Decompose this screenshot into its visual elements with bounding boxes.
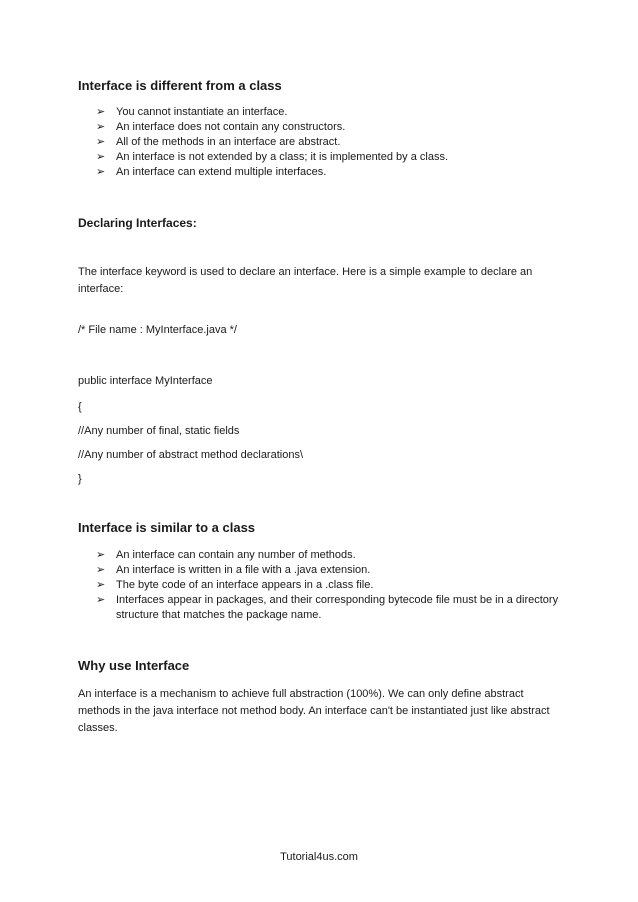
page-footer: Tutorial4us.com [280,851,358,863]
list-item: ➢ An interface is not extended by a class; it is implemented by a class. [96,151,448,163]
list-item: ➢ All of the methods in an interface are abstract. [96,136,341,148]
code-line-fields-comment: //Any number of final, static fields [78,425,240,437]
section-heading-differences: Interface is different from a class [78,78,282,93]
list-item: ➢ An interface can contain any number of methods. [96,549,356,561]
section-heading-why-use: Why use Interface [78,658,190,673]
list-item: ➢ An interface can extend multiple interfaces. [96,166,327,178]
arrow-bullet-icon: ➢ [96,579,106,591]
declaring-intro-paragraph: The interface keyword is used to declare an interface. Here is a simple example to declare an interface: [78,266,533,295]
arrow-bullet-icon: ➢ [96,106,106,118]
similarities-list [96,548,566,623]
arrow-bullet-icon: ➢ [96,549,106,561]
list-item: ➢ An interface is written in a file with a .java extension. [96,564,371,576]
arrow-bullet-icon: ➢ [96,564,106,576]
code-line-open-brace: { [78,401,82,413]
code-line-comment: /* File name : MyInterface.java */ [78,324,237,336]
arrow-bullet-icon: ➢ [96,166,106,178]
code-line-declaration: public interface MyInterface [78,375,213,387]
section-heading-similarities: Interface is similar to a class [78,520,256,535]
arrow-bullet-icon: ➢ [96,136,106,148]
section-heading-declaring: Declaring Interfaces: [78,216,197,230]
arrow-bullet-icon: ➢ [96,151,106,163]
list-item: ➢ An interface does not contain any constructors. [96,121,346,133]
list-item: ➢ Interfaces appear in packages, and their corresponding bytecode file must be in a directory structure that matches the package name. [96,594,559,621]
arrow-bullet-icon: ➢ [96,594,106,606]
arrow-bullet-icon: ➢ [96,121,106,133]
code-line-close-brace: } [78,473,82,485]
code-line-methods-comment: //Any number of abstract method declarations\ [78,449,304,461]
list-item: ➢ The byte code of an interface appears in a .class file. [96,579,374,591]
list-item: ➢ You cannot instantiate an interface. [96,106,288,118]
differences-list [96,105,566,180]
why-use-paragraph: An interface is a mechanism to achieve full abstraction (100%). We can only define abstract methods in the java interface not method body. An interface can't be instantiated just like abstract classes. [78,688,550,734]
